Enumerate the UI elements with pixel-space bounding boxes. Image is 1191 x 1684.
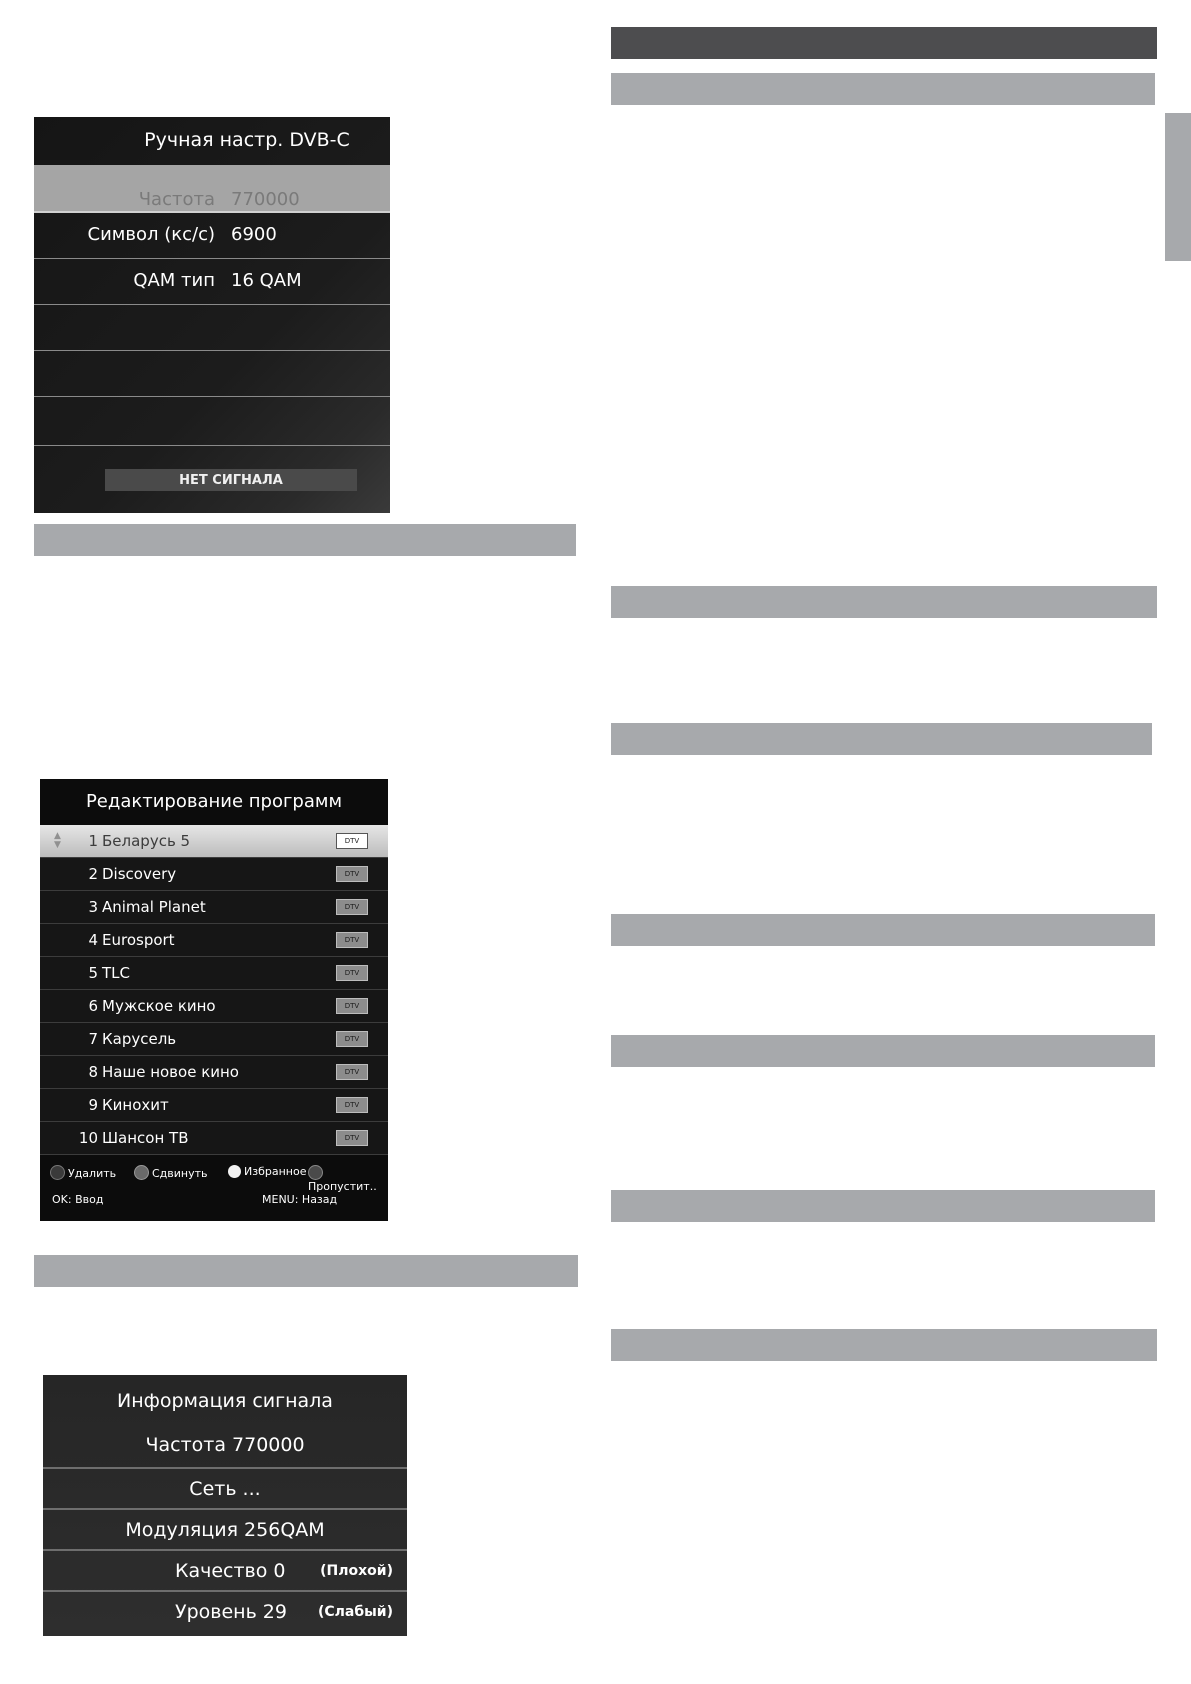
channel-name: Eurosport [102,931,175,949]
section-bar [611,586,1157,618]
program-edit-screen [40,779,388,1221]
level-tag: (Слабый) [317,1604,393,1620]
dtv-badge: DTV [336,866,368,882]
legend-label: Сдвинуть [152,1167,208,1180]
channel-name: Мужское кино [102,997,216,1015]
ok-enter-hint: OK: Ввод [52,1193,104,1206]
channel-name: Discovery [102,865,177,883]
channel-row[interactable] [40,1023,388,1056]
channel-number: 4 [88,931,98,949]
color-key-legend [50,1165,388,1193]
blue-button-icon [308,1165,323,1180]
dtv-badge: DTV [336,899,368,915]
channel-number: 2 [88,865,98,883]
channel-row[interactable] [40,825,388,858]
dtv-badge: DTV [336,1064,368,1080]
quality-value: Качество 0 [175,1560,286,1582]
channel-number: 9 [88,1096,98,1114]
dtv-badge: DTV [336,1130,368,1146]
skip-key[interactable] [308,1165,388,1193]
section-bar [611,723,1152,755]
channel-row[interactable] [40,891,388,924]
side-tab [1165,113,1191,261]
red-button-icon [50,1165,65,1180]
symbol-rate-row[interactable] [34,213,390,259]
section-bar [611,1190,1155,1222]
legend-label: Пропустит.. [308,1180,377,1193]
empty-row [34,397,390,446]
screen-title: Редактирование программ [85,791,343,812]
screen-title: Ручная настр. DVB-C [144,129,350,151]
channel-number: 10 [78,1129,98,1147]
channel-row[interactable] [40,858,388,891]
legend-label: Избранное [244,1165,307,1178]
quality-row [43,1549,407,1590]
section-bar [611,1329,1157,1361]
dtv-badge: DTV [336,833,368,849]
up-down-arrows-icon: ▲ ▼ [54,831,61,850]
empty-row [34,305,390,351]
network-row [43,1467,407,1508]
row-value: 770000 [231,189,300,210]
channel-name: Animal Planet [102,898,206,916]
channel-list [40,825,388,1155]
row-label: QAM тип [133,270,215,291]
channel-row[interactable] [40,924,388,957]
channel-number: 1 [88,832,98,850]
dvbc-manual-tuning-screen [34,117,390,513]
modulation-row [43,1508,407,1549]
channel-name: Шансон ТВ [102,1129,189,1147]
header-bar-dark [611,27,1157,59]
section-bar [611,1035,1155,1067]
green-button-icon [134,1165,149,1180]
row-value: 16 QAM [231,270,302,291]
channel-name: TLC [102,964,130,982]
menu-back-hint: MENU: Назад [262,1193,338,1206]
level-value: Уровень 29 [175,1601,287,1623]
channel-number: 5 [88,964,98,982]
frequency-value: Частота 770000 [145,1434,305,1456]
channel-name: Беларусь 5 [102,832,191,850]
dtv-badge: DTV [336,998,368,1014]
level-row [43,1590,407,1631]
legend-label: Удалить [68,1167,117,1180]
row-label: Частота [138,189,215,210]
channel-row[interactable] [40,1056,388,1089]
signal-info-screen [43,1375,407,1636]
move-key[interactable] [134,1165,208,1180]
channel-row[interactable] [40,990,388,1023]
frequency-row[interactable] [34,165,390,213]
channel-number: 7 [88,1030,98,1048]
dtv-badge: DTV [336,965,368,981]
network-value: Сеть ... [189,1478,261,1500]
channel-row[interactable] [40,957,388,990]
channel-number: 3 [88,898,98,916]
row-label: Символ (кс/с) [87,224,215,245]
empty-row [34,351,390,397]
screen-title: Информация сигнала [117,1390,333,1412]
section-bar [611,914,1155,946]
section-bar [34,1255,578,1287]
row-value: 6900 [231,224,277,245]
channel-name: Карусель [102,1030,177,1048]
yellow-button-icon [228,1165,241,1178]
no-signal-status: НЕТ СИГНАЛА [105,469,357,491]
qam-type-row[interactable] [34,259,390,305]
channel-name: Кинохит [102,1096,169,1114]
dtv-badge: DTV [336,932,368,948]
modulation-value: Модуляция 256QAM [125,1519,325,1541]
channel-name: Наше новое кино [102,1063,239,1081]
favorite-key[interactable] [228,1165,306,1178]
section-bar [34,524,576,556]
channel-row[interactable] [40,1122,388,1155]
channel-row[interactable] [40,1089,388,1122]
quality-tag: (Плохой) [320,1563,393,1579]
frequency-row [43,1425,407,1466]
channel-number: 8 [88,1063,98,1081]
dtv-badge: DTV [336,1097,368,1113]
section-bar [611,73,1155,105]
channel-number: 6 [88,997,98,1015]
delete-key[interactable] [50,1165,116,1180]
dtv-badge: DTV [336,1031,368,1047]
